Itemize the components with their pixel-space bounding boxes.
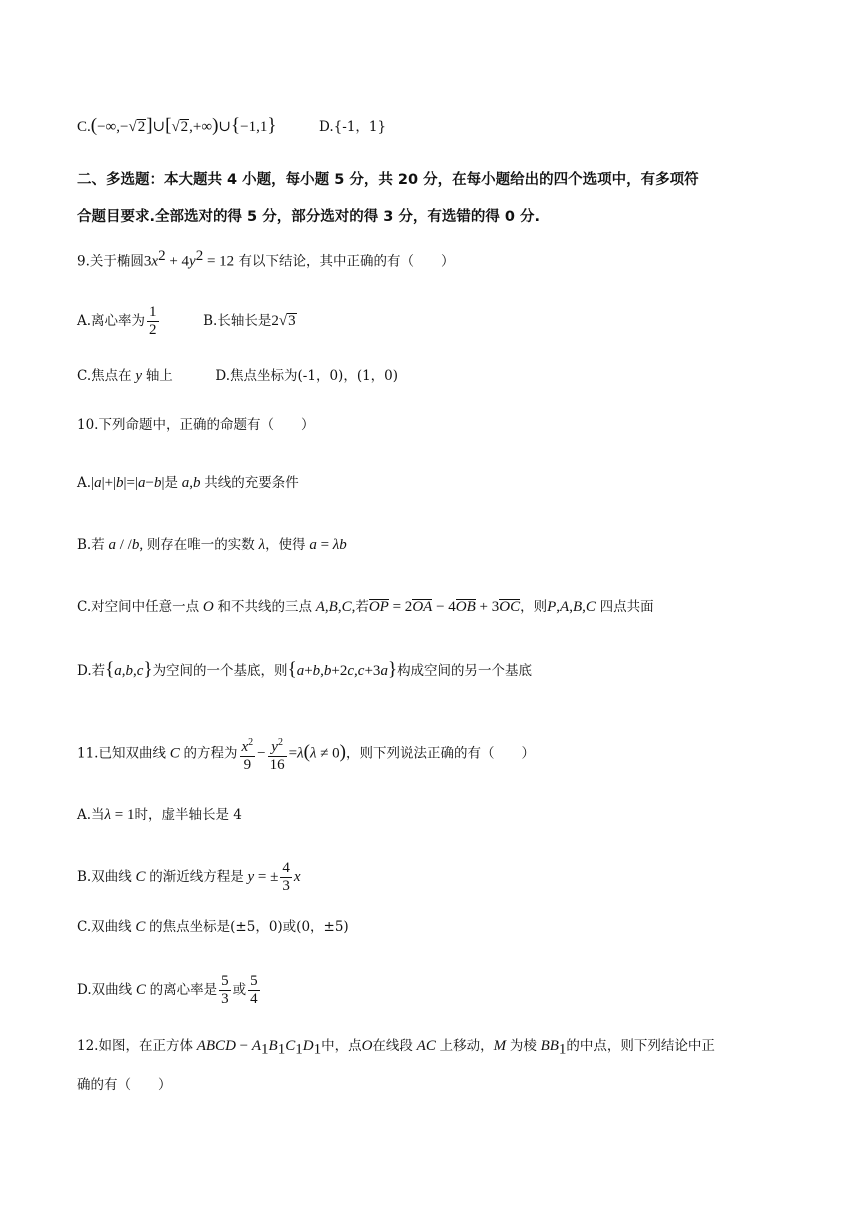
- q9-option-a: A.离心率为 $\frac{1}{2}$: [77, 304, 157, 338]
- prev-option-d: D.{-1，1}: [319, 119, 387, 135]
- prev-option-c: C.(−∞,−√2]∪[√2,+∞)∪{−1,1}: [77, 115, 277, 136]
- q11-option-d: D.双曲线 C 的离心率是 $\frac{5}{3}$ 或 $\frac{5}{4}$: [77, 973, 258, 1007]
- q9-option-b: B.长轴长是2√3: [203, 313, 296, 329]
- q9-option-d: D.焦点坐标为(-1，0)，(1，0): [215, 368, 399, 384]
- q9-options-cd: [77, 366, 800, 386]
- prev-options-line: [77, 116, 800, 137]
- section-header-line2: 合题目要求.全部选对的得 5 分，部分选对的得 3 分，有选错的得 0 分.: [77, 209, 541, 225]
- q11-option-c: C.双曲线 C 的焦点坐标是(±5，0)或(0，±5): [77, 919, 349, 935]
- q10-option-a: A.|a|+|b|=|a−b|是 a,b 共线的充要条件: [77, 475, 299, 491]
- q12-stem-line1: 12.如图，在正方体 ABCD − $A_1B_1C_1D_1$中，点O在线段 AC 上移动，M 为棱 $BB_1$的中点，则下列结论中正: [77, 1038, 715, 1058]
- q11-option-b: B.双曲线 C 的渐近线方程是 y = ± $\frac{4}{3}$ x: [77, 860, 301, 894]
- section-header-line1: 二、多选题：本大题共 4 小题，每小题 5 分，共 20 分，在每小题给出的四个选项中，有多项符: [77, 172, 699, 188]
- q11-stem: 11.已知双曲线 C 的方程为 $\frac{x^2}{9}$ − $\frac{y^2}{16}$ =λ(λ ≠ 0)，则下列说法正确的有（ ）: [77, 734, 800, 774]
- q10-option-c: C.对空间中任意一点 O 和不共线的三点 A,B,C,若OP = 2OA − 4OB + 3OC，则P,A,B,C 四点共面: [77, 599, 654, 615]
- q11-option-a: A.当λ = 1时，虚半轴长是 4: [77, 807, 242, 823]
- q10-option-d: D.若{a,b,c}为空间的一个基底，则{a+b,b+2c,c+3a}构成空间的另一个基底: [77, 659, 533, 680]
- q9-stem: 9.关于椭圆$3x^2 + 4y^2 = 12$ 有以下结论，其中正确的有（ ）: [77, 248, 455, 270]
- q10-stem: 10.下列命题中，正确的命题有（ ）: [77, 417, 315, 433]
- q10-option-b: B.若 a / /b, 则存在唯一的实数 λ，使得 a = λb: [77, 537, 347, 553]
- q9-option-c: C.焦点在 y 轴上: [77, 368, 173, 384]
- q12-stem-line2: 确的有（ ）: [77, 1077, 172, 1093]
- q9-options-ab: [77, 304, 800, 339]
